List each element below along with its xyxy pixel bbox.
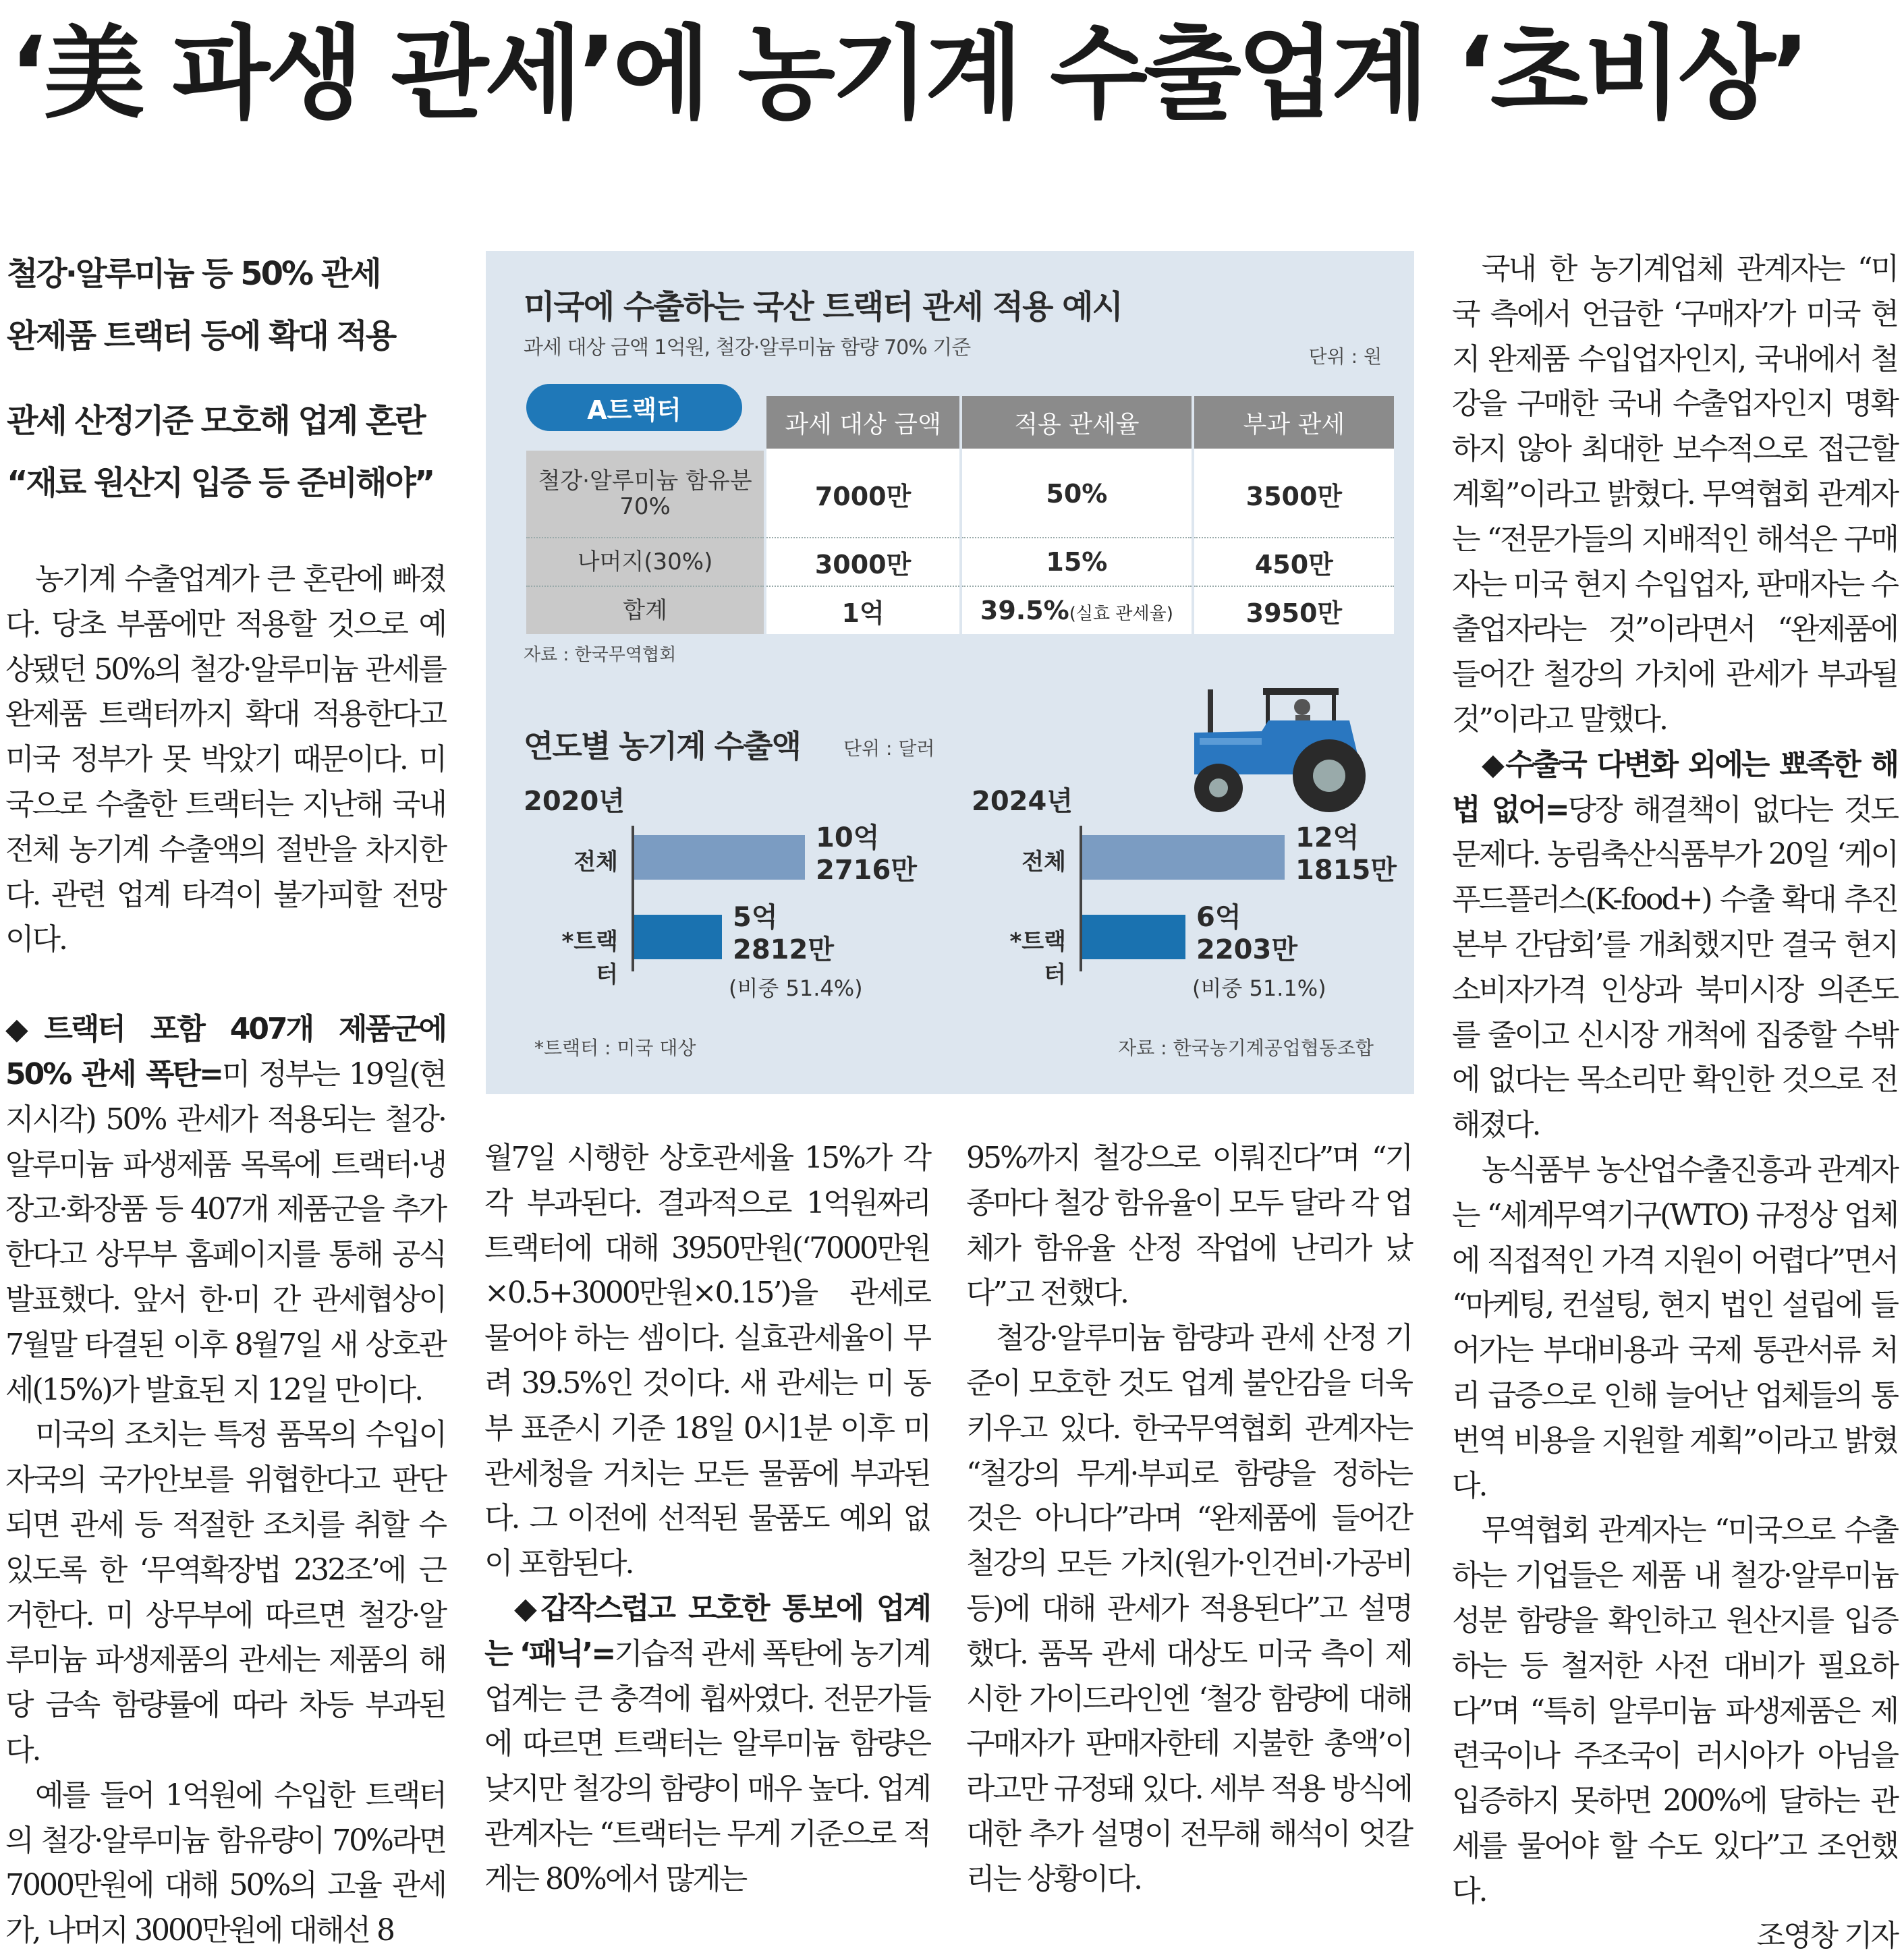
table-row	[526, 538, 1394, 587]
chart-value-label: 12억 1815만	[1295, 822, 1397, 886]
paragraph: 철강·알루미늄 함량과 관세 산정 기준이 모호한 것도 업계 불안감을 더욱 키우고 있다. 한국무역협회 관계자는 “철강의 무게·부피로 함량을 정하는 것은 아니다”라며 “완제품에 들어간 철강의 모든 가치(원가·인건비·가공비 등)에 대해 관세가 적용된다”고 설명했다. 품목 관세 대상도 미국 측이 제시한 가이드라인엔 ‘철강 함량에 대해 구매자가 판매자한테 지불한 총액’이라고만 규정돼 있다. 세부 적용 방식에 대한 추가 설명이 전무해 해석이 엇갈리는 상황이다.	[966, 1321, 1411, 1896]
table-row	[526, 587, 1394, 634]
paragraph: ◆수출국 다변화 외에는 뾰족한 해법 없어=당장 해결책이 없다는 것도 문제다. 농림축산식품부가 20일 ‘케이푸드플러스(K-food+) 수출 확대 추진본부 간담회’를 개최했지만 결국 현지 소비자가격 인상과 북미시장 의존도를 줄이고 신시장 개척에 집중할 수밖에 없다는 목소리만 확인한 것으로 전해졌다.	[1452, 747, 1897, 1143]
graphic-subtitle: 과세 대상 금액 1억원, 철강·알루미늄 함량 70% 기준	[524, 336, 971, 360]
chart-category-label: *트랙터	[561, 928, 618, 988]
chart-year-label: 2024년	[972, 786, 1073, 817]
chart-year-label: 2020년	[524, 786, 625, 817]
chart-bar	[634, 835, 805, 880]
paragraph: ◆트랙터 포함 407개 제품군에 50% 관세 폭탄=미 정부는 19일(현지시각) 50% 관세가 적용되는 철강·알루미늄 파생제품 목록에 트랙터·냉장고·화장품 등 407개 제품군을 추가한다고 상무부 홈페이지를 통해 공식 발표했다. 앞서 한·미 간 관세협상이 7월말 타결된 이후 8월7일 새 상호관세(15%)가 발효된 지 12일 만이다.	[5, 1012, 445, 1407]
paragraph: 국내 한 농기계업체 관계자는 “미국 측에서 언급한 ‘구매자’가 미국 현지 완제품 수입업자인지, 국내에서 철강을 구매한 국내 수출업자인지 명확하지 않아 최대한 보수적으로 접근할 계획”이라고 밝혔다. 무역협회 관계자는 “전문가들의 지배적인 해석은 구매자는 미국 현지 수입업자, 판매자는 수출업자라는 것”이라면서 “완제품에 들어간 철강의 가치에 관세가 부과될 것”이라고 말했다.	[1452, 252, 1897, 737]
graphic-title: 미국에 수출하는 국산 트랙터 관세 적용 예시	[524, 288, 1122, 326]
subheads	[7, 243, 452, 514]
paragraph: 농기계 수출업계가 큰 혼란에 빠졌다. 당초 부품에만 적용할 것으로 예상됐던 50%의 철강·알루미늄 관세를 완제품 트랙터까지 확대 적용한다고 미국 정부가 못 박았기 때문이다. 미국으로 수출한 트랙터는 지난해 국내 전체 농기계 수출액의 절반을 차지한다. 관련 업계 타격이 불가피할 전망이다.	[5, 562, 445, 957]
paragraph: 무역협회 관계자는 “미국으로 수출하는 기업들은 제품 내 철강·알루미늄 성분 함량을 확인하고 원산지를 입증하는 등 철저한 사전 대비가 필요하다”며 “특히 알루미늄 파생제품은 제련국이나 주조국이 러시아가 아님을 입증하지 못하면 200%에 달하는 관세를 물어야 할 수도 있다”고 조언했다.	[1452, 1513, 1897, 1908]
table-cell: 3000만	[766, 538, 959, 587]
section-lead: ◆갑작스럽고 모호한 통보에 업계는 ‘패닉’=	[484, 1591, 930, 1671]
row-header: 철강·알루미늄 함유분 70%	[526, 451, 764, 538]
subhead-1: 철강·알루미늄 등 50% 관세	[7, 255, 380, 293]
paragraph: 농식품부 농산업수출진흥과 관계자는 “세계무역기구(WTO) 규정상 업체에 직접적인 가격 지원이 어렵다”면서 “마케팅, 컨설팅, 현지 법인 설립에 들어가는 부대비용과 국제 통관서류 처리 급증으로 인해 늘어난 업체들의 통번역 비용을 지원할 계획”이라고 밝혔다.	[1452, 1152, 1897, 1503]
paragraph: 95%까지 철강으로 이뤄진다”며 “기종마다 철강 함유율이 모두 달라 각 업체가 함유율 산정 작업에 난리가 났다”고 전했다.	[966, 1141, 1411, 1311]
infographic	[486, 251, 1414, 1094]
byline: 조영창 기자	[1756, 1919, 1897, 1954]
graphic-unit: 단위 : 원	[1308, 345, 1382, 368]
article-column-1	[5, 557, 445, 1948]
article-column-2	[484, 1136, 930, 1913]
footnote: *트랙터 : 미국 대상	[534, 1037, 696, 1059]
chart-value-label: 10억 2716만	[816, 822, 917, 886]
column-header: 적용 관세율	[962, 396, 1192, 451]
chart-bar	[1082, 835, 1285, 880]
chart-bar	[634, 915, 722, 959]
table-cell: 3950만	[1194, 587, 1394, 634]
headline: ‘美 파생 관세’에 농기계 수출업계 ‘초비상’	[9, 16, 1806, 133]
chart-category-label: 전체	[1021, 849, 1066, 876]
article-column-3	[966, 1136, 1411, 1913]
paragraph: ◆갑작스럽고 모호한 통보에 업계는 ‘패닉’=기습적 관세 폭탄에 농기계업계는 큰 충격에 휩싸였다. 전문가들에 따르면 트랙터는 알루미늄 함량은 낮지만 철강의 함량이 매우 높다. 업계 관계자는 “트랙터는 무게 기준으로 적게는 80%에서 많게는	[484, 1591, 930, 1896]
section-lead: ◆수출국 다변화 외에는 뾰족한 해법 없어=	[1452, 747, 1897, 827]
paragraph: 미국의 조치는 특정 품목의 수입이 자국의 국가안보를 위협한다고 판단되면 관세 등 적절한 조치를 취할 수 있도록 한 ‘무역확장법 232조’에 근거한다. 미 상무부에 따르면 철강·알루미늄 파생제품의 관세는 제품의 해당 금속 함량률에 따라 차등 부과된다.	[5, 1417, 445, 1767]
chart-share-label: (비중 51.4%)	[729, 975, 863, 1001]
chart-bar	[1082, 915, 1185, 959]
subhead-4: “재료 원산지 입증 등 준비해야”	[7, 464, 434, 502]
effective-rate-note: (실효 관세율)	[1069, 604, 1173, 624]
chart-value-label: 5억 2812만	[733, 902, 834, 965]
paragraph: 예를 들어 1억원에 수입한 트랙터의 철강·알루미늄 함유량이 70%라면 7000만원에 대해 50%의 고율 관세가, 나머지 3000만원에 대해선 8	[5, 1778, 445, 1948]
table-cell: 15%	[962, 538, 1192, 587]
subhead-2: 완제품 트랙터 등에 확대 적용	[7, 317, 395, 355]
section-lead: ◆트랙터 포함 407개 제품군에 50% 관세 폭탄=	[5, 1012, 445, 1091]
source-note-2: 자료 : 한국농기계공업협동조합	[1118, 1037, 1374, 1059]
table-cell: 50%	[962, 451, 1192, 538]
chart-title: 연도별 농기계 수출액	[524, 728, 800, 764]
tractor-icon	[1181, 673, 1376, 815]
tractor-badge: A트랙터	[526, 384, 742, 431]
table-cell	[962, 587, 1192, 634]
column-header: 과세 대상 금액	[766, 396, 959, 451]
paragraph: 월7일 시행한 상호관세율 15%가 각각 부과된다. 결과적으로 1억원짜리 트랙터에 대해 3950만원(‘7000만원×0.5+3000만원×0.15’)을 관세로 물어야 하는 셈이다. 실효관세율이 무려 39.5%인 것이다. 새 관세는 미 동부 표준시 기준 18일 0시1분 이후 미 관세청을 거치는 모든 물품에 부과된다. 그 이전에 선적된 물품도 예외 없이 포함된다.	[484, 1141, 930, 1581]
chart-category-label: 전체	[573, 849, 618, 876]
row-header: 나머지(30%)	[526, 538, 764, 587]
chart-unit: 단위 : 달러	[843, 737, 935, 760]
source-note: 자료 : 한국무역협회	[524, 645, 677, 665]
chart-share-label: (비중 51.1%)	[1192, 975, 1326, 1001]
table-row	[526, 451, 1394, 538]
row-header: 합계	[526, 587, 764, 634]
table-cell: 450만	[1194, 538, 1394, 587]
chart-value-label: 6억 2203만	[1196, 902, 1297, 965]
tariff-table	[524, 396, 1397, 634]
table-cell: 1억	[766, 587, 959, 634]
article-column-4	[1452, 247, 1897, 1954]
column-header: 부과 관세	[1194, 396, 1394, 451]
table-cell: 7000만	[766, 451, 959, 538]
effective-rate: 39.5%	[980, 596, 1069, 625]
subhead-3: 관세 산정기준 모호해 업계 혼란	[7, 402, 424, 440]
table-cell: 3500만	[1194, 451, 1394, 538]
chart-category-label: *트랙터	[1009, 928, 1066, 988]
